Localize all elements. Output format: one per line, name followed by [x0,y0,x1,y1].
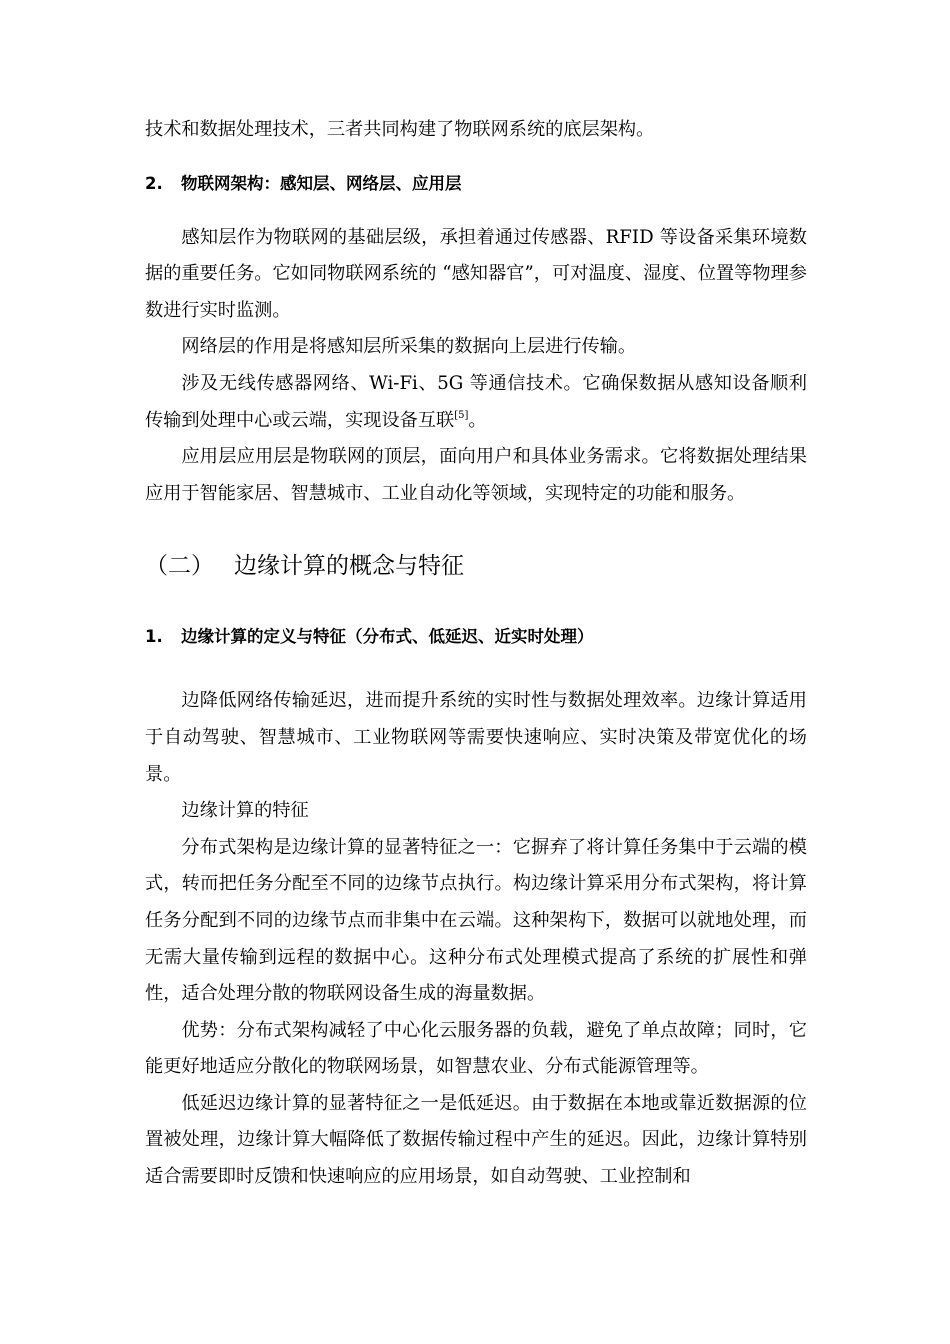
heading-number: 2. [145,173,163,193]
paragraph-text: 涉及无线传感器网络、Wi-Fi、5G 等通信技术。它确保数据从感知设备顺利传输到处理中心或云端，实现设备互联 [145,372,807,431]
section-title: 边缘计算的概念与特征 [234,553,464,580]
citation-reference: [5] [454,409,469,421]
heading-iot-architecture [145,169,807,199]
paragraph-low-latency: 低延迟边缘计算的显著特征之一是低延迟。由于数据在本地或靠近数据源的位置被处理，边缘计算大幅降低了数据传输过程中产生的延迟。因此，边缘计算特别适合需要即时反馈和快速响应的应用场景，如自动驾驶、工业控制和 [145,1092,807,1188]
paragraph-network-layer-2 [145,366,807,439]
paragraph-application-layer: 应用层应用层是物联网的顶层，面向用户和具体业务需求。它将数据处理结果应用于智能家居、智慧城市、工业自动化等领域，实现特定的功能和服务。 [145,446,807,504]
paragraph-tail: 。 [468,409,487,431]
paragraph-perception-layer: 感知层作为物联网的基础层级，承担着通过传感器、RFID 等设备采集环境数据的重要任务。它如同物联网系统的 “感知器官”，可对温度、湿度、位置等物理参数进行实时监测。 [145,226,807,321]
paragraph-network-layer-1: 网络层的作用是将感知层所采集的数据向上层进行传输。 [181,336,637,358]
heading-title: 边缘计算的定义与特征（分布式、低延迟、近实时处理） [181,627,594,647]
heading-number: 1. [145,627,163,647]
paragraph-advantage: 优势：分布式架构减轻了中心化云服务器的负载，避免了单点故障；同时，它能更好地适应分散化的物联网场景，如智慧农业、分布式能源管理等。 [145,1019,807,1078]
heading-edge-definition [145,622,807,652]
section-number: （二） [145,553,214,580]
paragraph-edge-features-label: 边缘计算的特征 [181,800,309,822]
paragraph-edge-intro: 边降低网络传输延迟，进而提升系统的实时性与数据处理效率。边缘计算适用于自动驾驶、智慧城市、工业物联网等需要快速响应、实时决策及带宽优化的场景。 [145,690,807,785]
page-content [145,112,807,1196]
paragraph-intro-tail: 技术和数据处理技术，三者共同构建了物联网系统的底层架构。 [145,119,655,140]
heading-title: 物联网架构：感知层、网络层、应用层 [181,173,462,193]
heading-section-edge-computing [145,548,807,584]
paragraph-distributed-architecture: 分布式架构是边缘计算的显著特征之一：它摒弃了将计算任务集中于云端的模式，转而把任务分配至不同的边缘节点执行。构边缘计算采用分布式架构，将计算任务分配到不同的边缘节点而非集中在云端。这种架构下，数据可以就地处理，而无需大量传输到远程的数据中心。这种分布式处理模式提高了系统的扩展性和弹性，适合处理分散的物联网设备生成的海量数据。 [145,836,807,1005]
